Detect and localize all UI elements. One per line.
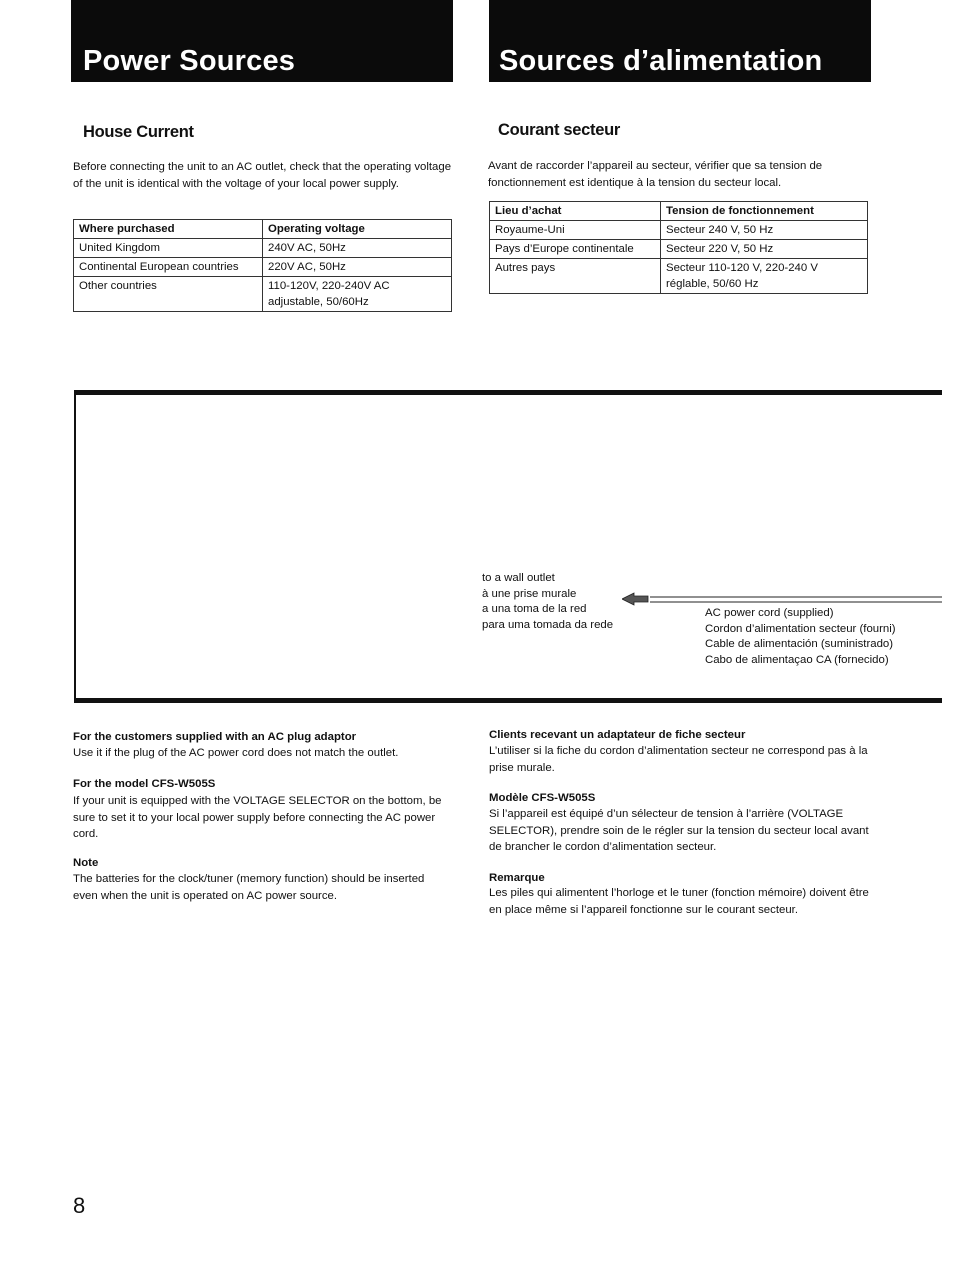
connection-illustration	[74, 390, 942, 703]
outlet-label-es: a una toma de la red	[482, 603, 587, 615]
table-cell: 240V AC, 50Hz	[263, 239, 452, 258]
table-cell: Secteur 240 V, 50 Hz	[661, 221, 868, 240]
table-row	[490, 259, 868, 294]
voltage-table-left	[73, 219, 452, 312]
divider	[74, 698, 942, 703]
outlet-label	[482, 571, 613, 633]
intro-left: Before connecting the unit to an AC outlet, check that the operating voltage of the unit is identical with the voltage of your local power supply.	[73, 161, 452, 190]
table-cell: United Kingdom	[74, 239, 263, 258]
table-cell: 110-120V, 220-240V AC adjustable, 50/60Hz	[263, 277, 452, 312]
table-cell: Secteur 220 V, 50 Hz	[661, 240, 868, 259]
adaptor-heading-right: Clients recevant un adaptateur de fiche secteur	[489, 729, 746, 741]
adaptor-heading-left: For the customers supplied with an AC plug adaptor	[73, 731, 357, 743]
table-cell: Other countries	[74, 277, 263, 312]
table-header: Where purchased	[74, 220, 263, 239]
banner-right	[489, 0, 871, 82]
page-title-left: Power Sources	[83, 45, 296, 77]
table-cell: Autres pays	[490, 259, 661, 294]
note-heading-right: Remarque	[489, 872, 545, 884]
table-cell: Secteur 110-120 V, 220-240 V réglable, 50/60 Hz	[661, 259, 868, 294]
intro-right: Avant de raccorder l’appareil au secteur, vérifier que sa tension de fonctionnement est identique à la tension du secteur local.	[488, 160, 823, 189]
table-row	[74, 258, 452, 277]
table-row	[74, 239, 452, 258]
outlet-label-en: to a wall outlet	[482, 572, 555, 584]
cord-label-pt: Cabo de alimentaçao CA (fornecido)	[705, 653, 889, 666]
page-number: 8	[73, 1193, 86, 1218]
model-heading-left: For the model CFS-W505S	[73, 778, 216, 790]
cord-label-fr: Cordon d’alimentation secteur (fourni)	[705, 622, 896, 635]
arrow-icon	[622, 592, 650, 606]
table-cell: Royaume-Uni	[490, 221, 661, 240]
table-header-row	[490, 202, 868, 221]
divider	[74, 390, 76, 703]
outlet-label-pt: para uma tomada da rede	[482, 618, 614, 631]
adaptor-text-left: Use it if the plug of the AC power cord does not match the outlet.	[73, 747, 399, 759]
table-header: Lieu d’achat	[490, 202, 661, 221]
outlet-label-fr: à une prise murale	[482, 587, 577, 600]
voltage-table-right	[489, 201, 868, 294]
table-header: Operating voltage	[263, 220, 452, 239]
table-row	[74, 277, 452, 312]
note-text-left: The batteries for the clock/tuner (memory function) should be inserted even when the unit is operated on AC power source.	[73, 873, 425, 902]
cord-label	[705, 606, 896, 668]
table-cell: Pays d’Europe continentale	[490, 240, 661, 259]
banner-left	[71, 0, 453, 82]
note-text-right: Les piles qui alimentent l’horloge et le tuner (fonction mémoire) doivent être en place même si l’appareil fonctionne sur le courant secteur.	[489, 887, 869, 916]
cord-label-es: Cable de alimentación (suministrado)	[705, 638, 894, 650]
table-row	[490, 221, 868, 240]
table-row	[490, 240, 868, 259]
model-heading-right: Modèle CFS-W505S	[489, 792, 596, 804]
table-cell: Continental European countries	[74, 258, 263, 277]
model-text-left: If your unit is equipped with the VOLTAGE SELECTOR on the bottom, be sure to set it to your local power supply before connecting the AC power cord.	[73, 795, 442, 840]
table-cell: 220V AC, 50Hz	[263, 258, 452, 277]
section-title-left: House Current	[83, 123, 194, 141]
note-heading-left: Note	[73, 857, 99, 869]
page-title-right: Sources d’alimentation	[499, 45, 823, 77]
adaptor-text-right: L’utiliser si la fiche du cordon d’alimentation secteur ne correspond pas à la prise murale.	[489, 745, 868, 774]
divider	[74, 390, 942, 395]
cord-label-en: AC power cord (supplied)	[705, 607, 834, 619]
model-text-right: Si l’appareil est équipé d’un sélecteur de tension à l’arrière (VOLTAGE SELECTOR), prendre soin de le régler sur la tension du secteur local avant de brancher le cordon d’alimentation secteur.	[489, 808, 869, 853]
table-header-row	[74, 220, 452, 239]
table-header: Tension de fonctionnement	[661, 202, 868, 221]
section-title-right: Courant secteur	[498, 121, 621, 139]
